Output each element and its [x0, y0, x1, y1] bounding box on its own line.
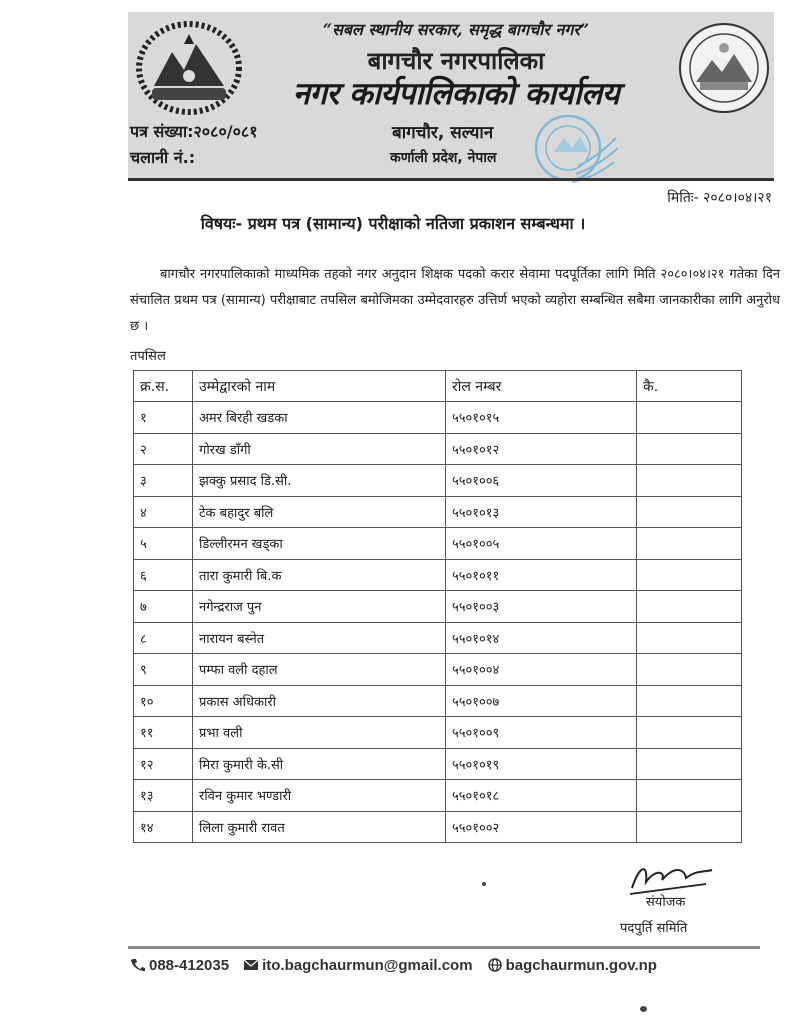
cell-remarks	[637, 780, 742, 812]
cell-roll-number: ५५०१००२	[446, 811, 637, 843]
envelope-icon	[243, 958, 259, 972]
cell-serial: ३	[134, 465, 193, 497]
cell-serial: १४	[134, 811, 193, 843]
table-row	[134, 717, 742, 749]
cell-roll-number: ५५०१०१९	[446, 748, 637, 780]
table-row	[134, 811, 742, 843]
scan-speck	[640, 1006, 647, 1012]
cell-remarks	[637, 654, 742, 686]
cell-remarks	[637, 465, 742, 497]
results-table-body	[134, 402, 742, 843]
signatory-role: संयोजक	[646, 895, 686, 910]
cell-roll-number: ५५०१००६	[446, 465, 637, 497]
footer-phone	[130, 957, 229, 974]
cell-roll-number: ५५०१०१३	[446, 496, 637, 528]
schedule-label: तपसिल	[130, 349, 166, 364]
email-address: ito.bagchaurmun@gmail.com	[262, 956, 473, 974]
cell-candidate-name: टेक बहादुर बलि	[193, 496, 446, 528]
cell-serial: ६	[134, 559, 193, 591]
cell-roll-number: ५५०१०१८	[446, 780, 637, 812]
office-stamp-icon	[526, 108, 622, 196]
cell-roll-number: ५५०१०११	[446, 559, 637, 591]
cell-remarks	[637, 528, 742, 560]
address-line-1: बागचौर, सल्यान	[392, 123, 494, 143]
cell-candidate-name: नगेन्द्रराज पुन	[193, 591, 446, 623]
cell-remarks	[637, 496, 742, 528]
cell-serial: १२	[134, 748, 193, 780]
cell-remarks	[637, 402, 742, 434]
header-serial: क्र.स.	[134, 371, 193, 402]
table-row	[134, 748, 742, 780]
cell-remarks	[637, 559, 742, 591]
cell-serial: ११	[134, 717, 193, 749]
table-row	[134, 622, 742, 654]
letter-date: मितिः- २०८०।०४।२१	[667, 190, 772, 206]
header-remarks: कै.	[637, 371, 742, 402]
table-row	[134, 654, 742, 686]
cell-roll-number: ५५०१०१५	[446, 402, 637, 434]
municipality-name: बागचौर नगरपालिका	[367, 47, 545, 75]
cell-serial: १०	[134, 685, 193, 717]
header-candidate-name: उम्मेद्वारको नाम	[193, 371, 446, 402]
table-row	[134, 433, 742, 465]
globe-icon	[487, 958, 503, 972]
cell-serial: १३	[134, 780, 193, 812]
table-row	[134, 402, 742, 434]
office-name: नगर कार्यपालिकाको कार्यालय	[292, 76, 620, 112]
website-url: bagchaurmun.gov.np	[505, 956, 657, 974]
cell-candidate-name: गोरख डाँगी	[193, 433, 446, 465]
cell-remarks	[637, 717, 742, 749]
table-row	[134, 685, 742, 717]
cell-candidate-name: डिल्लीरमन खड्का	[193, 528, 446, 560]
cell-remarks	[637, 811, 742, 843]
cell-remarks	[637, 622, 742, 654]
letterhead-slogan: “सबल स्थानीय सरकार, समृद्ध बागचौर नगर”	[322, 20, 590, 39]
cell-remarks	[637, 748, 742, 780]
dispatch-number: चलानी नं.:	[130, 148, 196, 167]
cell-serial: ८	[134, 622, 193, 654]
cell-candidate-name: तारा कुमारी बि.क	[193, 559, 446, 591]
cell-remarks	[637, 591, 742, 623]
letterhead-divider	[128, 178, 774, 181]
table-row	[134, 591, 742, 623]
cell-candidate-name: पम्फा वली दहाल	[193, 654, 446, 686]
cell-serial: ९	[134, 654, 193, 686]
footer-website	[487, 957, 657, 974]
address-line-2: कर्णाली प्रदेश, नेपाल	[390, 150, 497, 166]
table-header-row	[134, 371, 742, 402]
phone-icon	[130, 958, 146, 972]
cell-roll-number: ५५०१०१२	[446, 433, 637, 465]
footer-divider	[128, 946, 760, 949]
cell-candidate-name: झक्कु प्रसाद डि.सी.	[193, 465, 446, 497]
scan-speck	[482, 882, 486, 886]
footer-email	[243, 957, 472, 974]
table-row	[134, 528, 742, 560]
cell-roll-number: ५५०१०१४	[446, 622, 637, 654]
cell-roll-number: ५५०१००३	[446, 591, 637, 623]
cell-candidate-name: अमर बिरही खडका	[193, 402, 446, 434]
contact-footer	[130, 954, 770, 976]
cell-serial: ५	[134, 528, 193, 560]
phone-number: 088-412035	[149, 956, 230, 974]
cell-candidate-name: लिला कुमारी रावत	[193, 811, 446, 843]
cell-candidate-name: प्रभा वली	[193, 717, 446, 749]
cell-roll-number: ५५०१००९	[446, 717, 637, 749]
header-roll-number: रोल नम्बर	[446, 371, 637, 402]
cell-roll-number: ५५०१००७	[446, 685, 637, 717]
table-row	[134, 496, 742, 528]
cell-serial: २	[134, 433, 193, 465]
results-table	[133, 370, 742, 843]
cell-candidate-name: रविन कुमार भण्डारी	[193, 780, 446, 812]
cell-candidate-name: नारायन बस्नेत	[193, 622, 446, 654]
cell-roll-number: ५५०१००५	[446, 528, 637, 560]
cell-serial: ७	[134, 591, 193, 623]
cell-candidate-name: मिरा कुमारी के.सी	[193, 748, 446, 780]
table-row	[134, 559, 742, 591]
letter-subject: विषयः- प्रथम पत्र (सामान्य) परीक्षाको नतिजा प्रकाशन सम्बन्धमा ।	[200, 214, 586, 233]
cell-serial: ४	[134, 496, 193, 528]
cell-serial: १	[134, 402, 193, 434]
table-row	[134, 465, 742, 497]
nepal-emblem-icon	[134, 16, 244, 116]
cell-candidate-name: प्रकास अधिकारी	[193, 685, 446, 717]
signatory-committee: पदपुर्ति समिति	[620, 921, 688, 936]
cell-remarks	[637, 433, 742, 465]
table-row	[134, 780, 742, 812]
reference-number: पत्र संख्या:२०८०/०८१	[130, 122, 258, 141]
letter-body: बागचौर नगरपालिकाको माध्यमिक तहको नगर अनुदान शिक्षक पदको करार सेवामा पदपूर्तिका लागि मिति २०८०।०४।२१ गतेका दिन संचालित प्रथम पत्र (सामान्य) परीक्षाबाट तपसिल बमोजिमका उम्मेदवारहरु उत्तिर्ण भएको व्यहोरा सम्बन्धित सबैमा जानकारीका लागि अनुरोध छ ।	[130, 267, 780, 334]
cell-remarks	[637, 685, 742, 717]
cell-roll-number: ५५०१००४	[446, 654, 637, 686]
municipality-seal-icon	[678, 22, 770, 114]
